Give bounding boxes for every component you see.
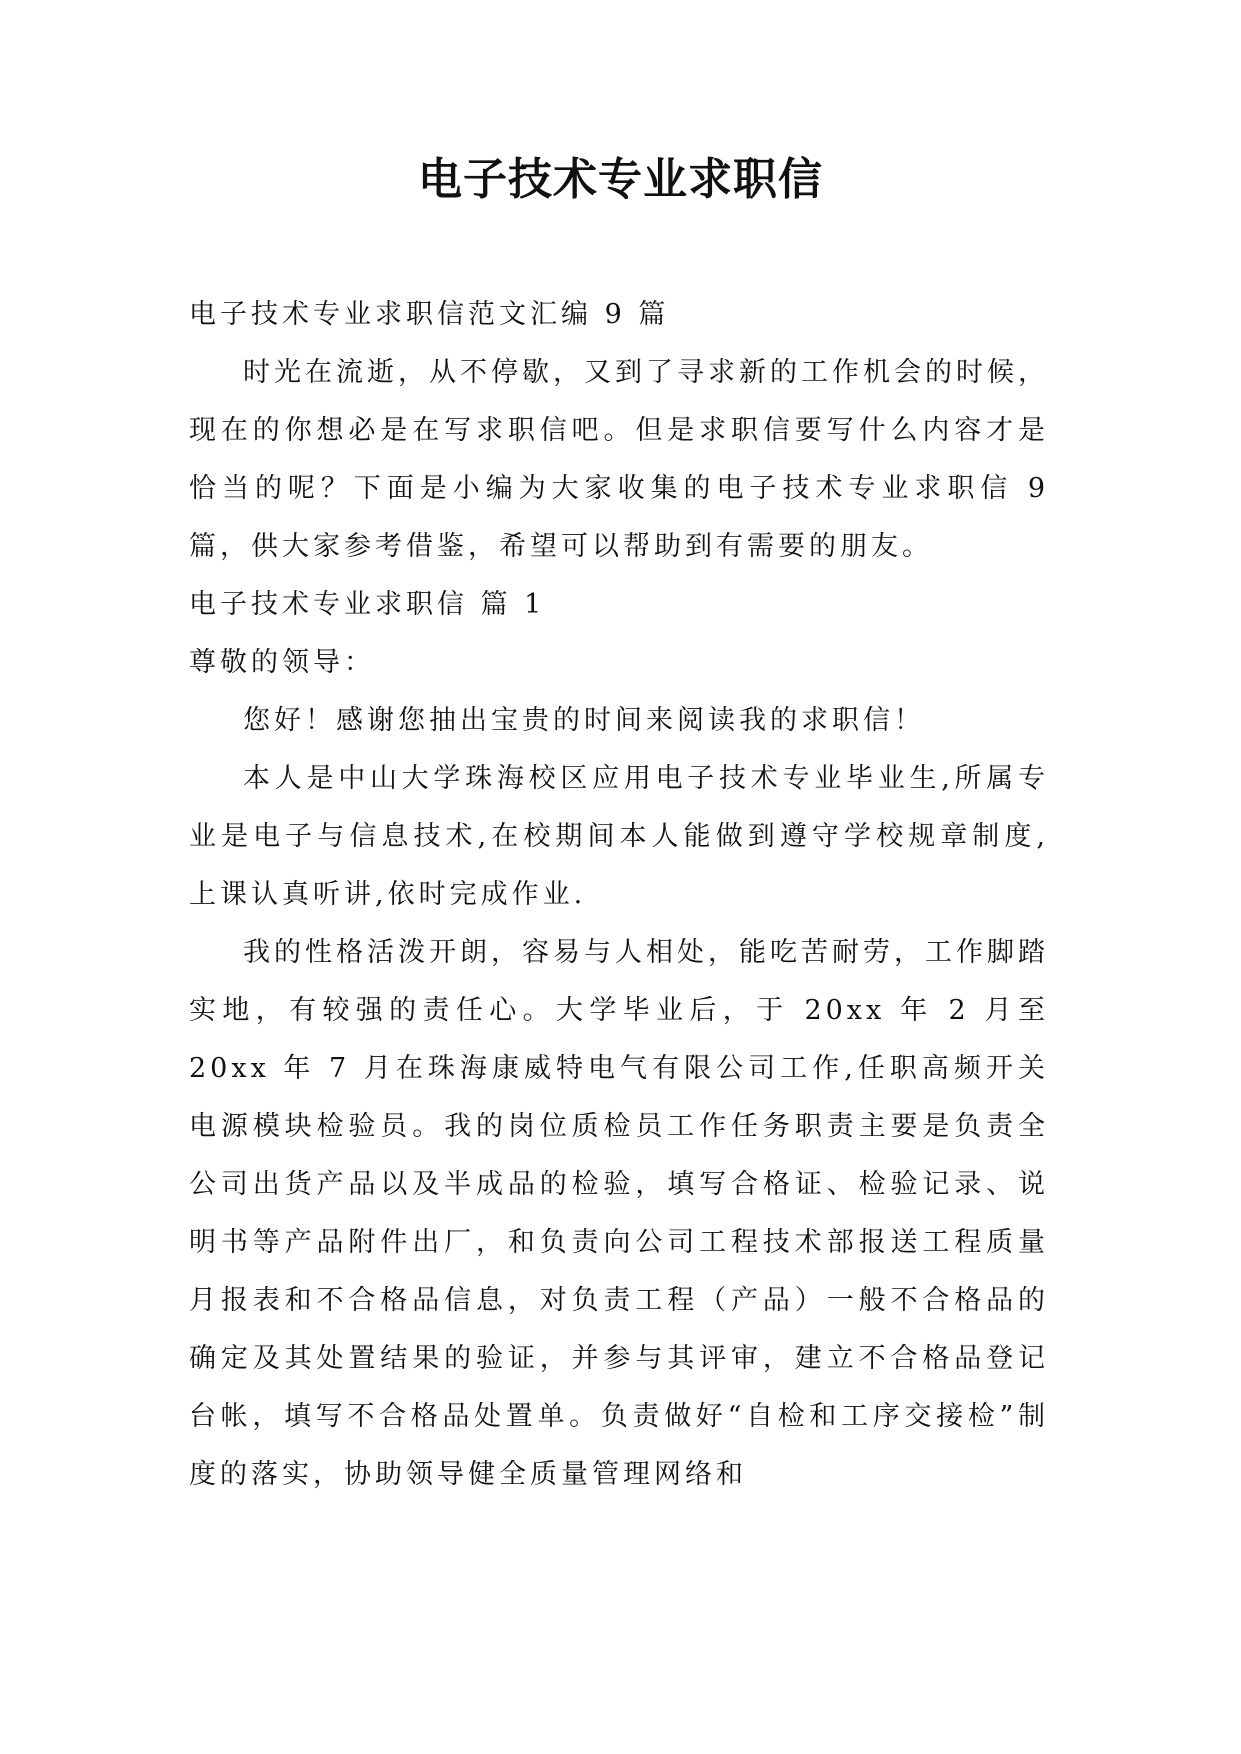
document-title: 电子技术专业求职信 — [418, 154, 823, 205]
document-subtitle: 电子技术专业求职信范文汇编 9 篇 — [189, 299, 670, 330]
greeting-paragraph: 您好！感谢您抽出宝贵的时间来阅读我的求职信！ — [243, 705, 925, 736]
intro-paragraph: 时光在流逝，从不停歇，又到了寻求新的工作机会的时候，现在的你想必是在写求职信吧。但是求职信要写什么内容才是恰当的呢？下面是小编为大家收集的电子技术专业求职信 9 篇，供大家参考借鉴，希望可以帮助到有需要的朋友。 — [189, 357, 1049, 562]
salutation: 尊敬的领导： — [189, 647, 375, 678]
document-body — [189, 286, 1049, 1504]
background-paragraph: 本人是中山大学珠海校区应用电子技术专业毕业生,所属专业是电子与信息技术,在校期间本人能做到遵守学校规章制度,上课认真听讲,依时完成作业. — [189, 763, 1049, 910]
section-heading: 电子技术专业求职信 篇 1 — [189, 589, 546, 620]
experience-paragraph: 我的性格活泼开朗，容易与人相处，能吃苦耐劳，工作脚踏实地，有较强的责任心。大学毕业后，于 20xx 年 2 月至 20xx 年 7 月在珠海康威特电气有限公司工作,任职高频开关电源模块检验员。我的岗位质检员工作任务职责主要是负责全公司出货产品以及半成品的检验，填写合格证、检验记录、说明书等产品附件出厂，和负责向公司工程技术部报送工程质量月报表和不合格品信息，对负责工程（产品）一般不合格品的确定及其处置结果的验证，并参与其评审，建立不合格品登记台帐，填写不合格品处置单。负责做好“自检和工序交接检”制度的落实，协助领导健全质量管理网络和 — [189, 937, 1049, 1490]
